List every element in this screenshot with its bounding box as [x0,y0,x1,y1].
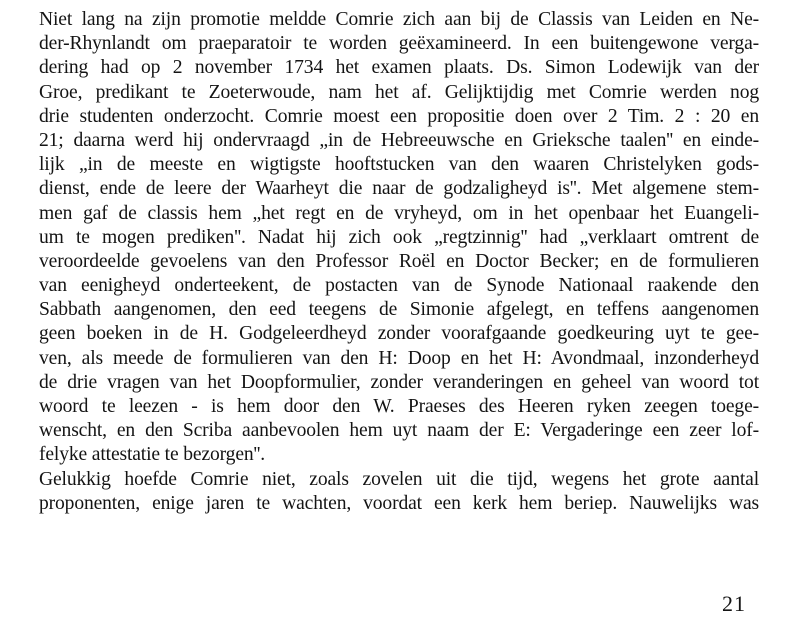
text-line: der-Rhynlandt om praeparatoir te worden geëxamineerd. In een buitengewone verga- [39,33,759,55]
text-line: veroordeelde gevoelens van den Professor Roël en Doctor Becker; en de formulieren [39,250,759,272]
text-line: Groe, predikant te Zoeterwoude, nam het af. Gelijktijdig met Comrie werden nog [39,81,759,103]
text-line: van eenigheyd onderteekent, de postacten van de Synode Nationaal raakende den [39,275,759,297]
text-line: woord te leezen - is hem door den W. Praeses des Heeren ryken zeegen toege- [39,396,759,417]
text-line: drie studenten onderzocht. Comrie moest een propositie doen over 2 Tim. 2 : 20 en [39,105,759,127]
text-line: Sabbath aangenomen, den eed teegens de Simonie afgelegt, en teffens aangenomen [39,299,759,321]
body-text [39,8,759,516]
text-line: Niet lang na zijn promotie meldde Comrie zich aan bij de Classis van Leiden en Ne- [39,9,759,30]
text-line: 21; daarna werd hij ondervraagd „in de Hebreeuwsche en Grieksche taalen'' en einde- [39,129,759,151]
text-line: Gelukkig hoefde Comrie niet, zoals zovelen uit die tijd, wegens het grote aantal [39,468,759,490]
text-line: lijk „in de meeste en wigtigste hooftstucken van den waaren Christelyken gods- [39,154,759,176]
text-line: felyke attestatie te bezorgen''. [39,444,266,466]
text-line: um te mogen prediken''. Nadat hij zich ook „regtzinnig'' had „verklaart omtrent de [39,226,759,248]
text-line: dienst, ende de leere der Waarheyt die naar de godzaligheyd is''. Met algemene stem- [39,178,759,200]
text-line: de drie vragen van het Doopformulier, zonder veranderingen en geheel van woord tot [39,371,759,393]
text-line: men gaf de classis hem „het regt en de vryheyd, om in het openbaar het Euangeli- [39,202,759,224]
text-line: proponenten, enige jaren te wachten, voordat een kerk hem beriep. Nauwelijks was [39,492,759,514]
text-line: ven, als meede de formulieren van den H: Doop en het H: Avondmaal, inzonderheyd [39,347,759,369]
text-line: wenscht, en den Scriba aanbevoolen hem uyt naam der E: Vergaderinge een zeer lof- [39,420,759,442]
paragraph-1 [39,8,759,468]
text-line: dering had op 2 november 1734 het examen plaats. Ds. Simon Lodewijk van der [39,57,759,79]
paragraph-2 [39,468,759,516]
page-number: 21 [722,591,746,616]
text-line: geen boeken in de H. Godgeleerdheyd zonder voorafgaande goedkeuring uyt te gee- [39,323,759,345]
